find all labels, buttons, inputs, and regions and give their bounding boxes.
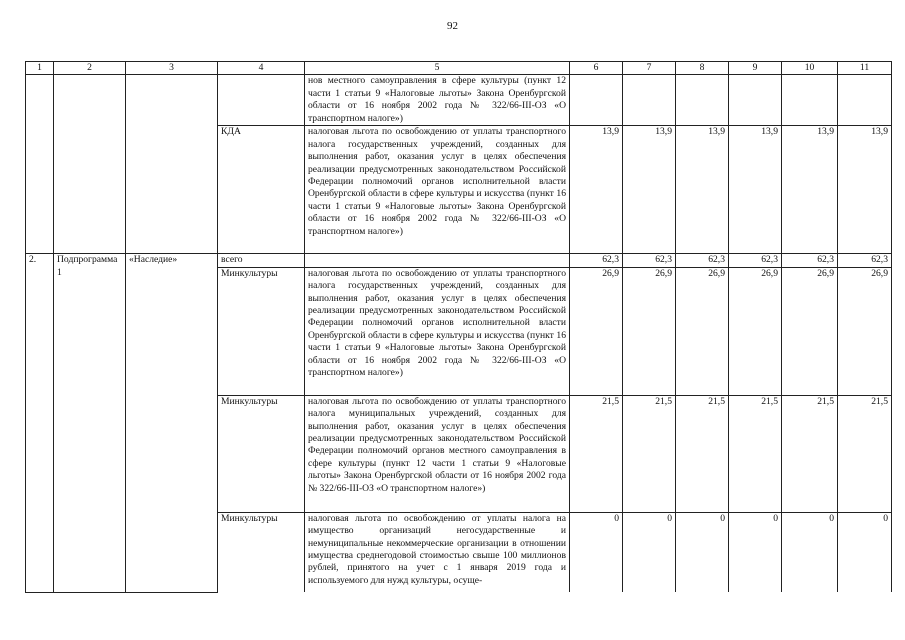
executor-cell: всего (218, 254, 305, 267)
value-cell: 0 (838, 512, 892, 592)
executor-cell: Минкультуры (218, 267, 305, 395)
value-cell (838, 75, 892, 126)
value-cell: 0 (729, 512, 782, 592)
budget-table (25, 61, 892, 593)
value-cell: 13,9 (838, 126, 892, 254)
value-cell: 26,9 (782, 267, 838, 395)
header-cell: 9 (729, 62, 782, 75)
executor-cell: Минкультуры (218, 395, 305, 512)
header-cell: 1 (26, 62, 54, 75)
value-cell: 13,9 (676, 126, 729, 254)
value-cell: 21,5 (729, 395, 782, 512)
header-cell: 2 (54, 62, 126, 75)
header-cell: 8 (676, 62, 729, 75)
value-cell: 21,5 (623, 395, 676, 512)
table-row (26, 254, 892, 267)
value-cell: 13,9 (570, 126, 623, 254)
description-cell: нов местного самоуправления в сфере культуры (пункт 12 части 1 статьи 9 «Налоговые льготы» Закона Оренбургской области от 16 ноября 2002 года № 322/66-III-ОЗ «О транспортном налоге») (305, 75, 570, 126)
description-cell: налоговая льгота по освобождению от уплаты налога на имущество организаций негосударственные и немуниципальные некоммерческие организации в отношении имущества среднегодовой стоимостью свыше 100 миллионов рублей, принятого на учет с 1 января 2019 года и используемого для нужд культуры, осуще- (305, 512, 570, 592)
value-cell: 21,5 (782, 395, 838, 512)
header-cell: 5 (305, 62, 570, 75)
header-cell: 4 (218, 62, 305, 75)
value-cell (729, 75, 782, 126)
executor-cell: КДА (218, 126, 305, 254)
executor-cell (218, 75, 305, 126)
value-cell: 0 (782, 512, 838, 592)
header-cell: 7 (623, 62, 676, 75)
subprogram-cell (126, 75, 218, 254)
value-cell: 62,3 (729, 254, 782, 267)
value-cell: 62,3 (623, 254, 676, 267)
header-cell: 6 (570, 62, 623, 75)
row-number-cell: 2. (26, 254, 54, 592)
value-cell: 0 (676, 512, 729, 592)
value-cell: 13,9 (623, 126, 676, 254)
value-cell: 13,9 (782, 126, 838, 254)
value-cell: 26,9 (729, 267, 782, 395)
program-cell: Подпрограмма 1 (54, 254, 126, 592)
description-cell: налоговая льгота по освобождению от уплаты транспортного налога государственных учреждений, созданных для выполнения работ, оказания услуг в целях обеспечения реализации предусмотренных законодательством Российской Федерации полномочий органов исполнительной власти Оренбургской области в сфере культуры и искусства (пункт 16 части 1 статьи 9 «Налоговые льготы» Закона Оренбургской области от 16 ноября 2002 года № 322/66-III-ОЗ «О транспортном налоге») (305, 126, 570, 254)
value-cell: 26,9 (623, 267, 676, 395)
value-cell: 62,3 (782, 254, 838, 267)
value-cell: 26,9 (676, 267, 729, 395)
value-cell: 21,5 (570, 395, 623, 512)
value-cell: 0 (623, 512, 676, 592)
value-cell: 26,9 (570, 267, 623, 395)
value-cell (676, 75, 729, 126)
page-number: 92 (447, 20, 458, 32)
value-cell: 26,9 (838, 267, 892, 395)
description-cell: налоговая льгота по освобождению от уплаты транспортного налога муниципальных учреждений, созданных для выполнения работ, оказания услуг в целях обеспечения реализации предусмотренных законодательством Российской Федерации полномочий органов местного самоуправления в сфере культуры (пункт 12 части 1 статьи 9 «Налоговые льготы» Закона Оренбургской области от 16 ноября 2002 года № 322/66-III-ОЗ «О транспортном налоге») (305, 395, 570, 512)
value-cell (570, 75, 623, 126)
header-cell: 10 (782, 62, 838, 75)
header-cell: 3 (126, 62, 218, 75)
value-cell: 13,9 (729, 126, 782, 254)
table-row (26, 75, 892, 126)
description-cell (305, 254, 570, 267)
value-cell: 21,5 (838, 395, 892, 512)
row-number-cell (26, 75, 54, 254)
executor-cell: Минкультуры (218, 512, 305, 592)
value-cell (782, 75, 838, 126)
value-cell: 62,3 (676, 254, 729, 267)
value-cell: 21,5 (676, 395, 729, 512)
header-cell: 11 (838, 62, 892, 75)
program-cell (54, 75, 126, 254)
value-cell: 62,3 (570, 254, 623, 267)
header-row (26, 62, 892, 75)
value-cell: 62,3 (838, 254, 892, 267)
description-cell: налоговая льгота по освобождению от уплаты транспортного налога государственных учреждений, созданных для выполнения работ, оказания услуг в целях обеспечения реализации предусмотренных законодательством Российской Федерации полномочий органов исполнительной власти Оренбургской области в сфере культуры и искусства (пункт 16 части 1 статьи 9 «Налоговые льготы» Закона Оренбургской области от 16 ноября 2002 года № 322/66-III-ОЗ «О транспортном налоге») (305, 267, 570, 395)
value-cell: 0 (570, 512, 623, 592)
subprogram-cell: «Наследие» (126, 254, 218, 592)
value-cell (623, 75, 676, 126)
